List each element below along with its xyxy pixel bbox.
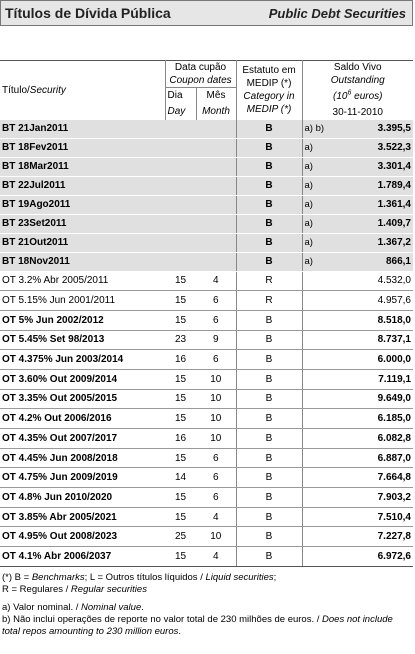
security-title: OT 5% Jun 2002/2012 [0, 310, 165, 330]
table-row [0, 527, 413, 547]
medip-status: B [236, 429, 302, 449]
medip-status: B [236, 547, 302, 567]
coupon-day: 16 [165, 350, 196, 370]
security-title: BT 21Out2011 [0, 233, 165, 252]
col-title: Título/Security [0, 61, 165, 120]
table-row [0, 310, 413, 330]
table-row [0, 271, 413, 291]
coupon-day: 15 [165, 291, 196, 311]
medip-status: B [236, 157, 302, 176]
outstanding-value: 1.367,2 [344, 233, 413, 252]
coupon-day: 15 [165, 448, 196, 468]
table-row [0, 547, 413, 567]
coupon-month: 9 [196, 330, 236, 350]
table-row [0, 157, 413, 176]
col-coupon: Data cupão Coupon dates [165, 61, 236, 88]
note-ref [302, 448, 344, 468]
coupon-day [165, 195, 196, 214]
security-title: BT 18Fev2011 [0, 138, 165, 157]
security-title: OT 3.60% Out 2009/2014 [0, 369, 165, 389]
medip-status: B [236, 468, 302, 488]
note-ref [302, 468, 344, 488]
coupon-month [196, 252, 236, 271]
coupon-day: 25 [165, 527, 196, 547]
note-ref [302, 409, 344, 429]
table-row [0, 176, 413, 195]
note-ref [302, 488, 344, 508]
medip-status: B [236, 369, 302, 389]
note-ref: a) b) [302, 120, 344, 139]
outstanding-value: 3.395,5 [344, 120, 413, 139]
legend-line-2: R = Regulares / Regular securities [2, 584, 147, 595]
outstanding-value: 6.887,0 [344, 448, 413, 468]
medip-status: R [236, 271, 302, 291]
legend-line-1: (*) B = Benchmarks; L = Outros títulos líquidos / Liquid securities; [2, 572, 277, 583]
coupon-day: 15 [165, 369, 196, 389]
coupon-day [165, 214, 196, 233]
outstanding-value: 6.000,0 [344, 350, 413, 370]
coupon-day [165, 252, 196, 271]
medip-status: B [236, 120, 302, 139]
coupon-day [165, 157, 196, 176]
outstanding-value: 7.510,4 [344, 507, 413, 527]
note-ref [302, 547, 344, 567]
coupon-month: 6 [196, 488, 236, 508]
table-row [0, 507, 413, 527]
security-title: BT 23Set2011 [0, 214, 165, 233]
coupon-day: 14 [165, 468, 196, 488]
note-ref [302, 350, 344, 370]
outstanding-value: 4.532,0 [344, 271, 413, 291]
note-a: a) Valor nominal. / Nominal value. [2, 602, 144, 613]
security-title: OT 4.2% Out 2006/2016 [0, 409, 165, 429]
note-ref [302, 310, 344, 330]
note-ref [302, 369, 344, 389]
table-row [0, 233, 413, 252]
medip-status: B [236, 389, 302, 409]
security-title: OT 4.375% Jun 2003/2014 [0, 350, 165, 370]
coupon-month: 4 [196, 507, 236, 527]
table-row [0, 488, 413, 508]
medip-status: B [236, 507, 302, 527]
table-row [0, 448, 413, 468]
security-title: BT 21Jan2011 [0, 120, 165, 139]
security-title: OT 4.95% Out 2008/2023 [0, 527, 165, 547]
note-ref: a) [302, 252, 344, 271]
coupon-month [196, 138, 236, 157]
note-ref [302, 429, 344, 449]
table-row [0, 291, 413, 311]
security-title: OT 4.45% Jun 2008/2018 [0, 448, 165, 468]
coupon-month: 10 [196, 429, 236, 449]
col-day: Dia [167, 90, 183, 102]
coupon-month: 10 [196, 389, 236, 409]
coupon-day: 15 [165, 507, 196, 527]
col-status: Estatuto em MEDIP (*) Category in MEDIP (*) [236, 61, 302, 120]
note-ref: a) [302, 138, 344, 157]
coupon-month: 4 [196, 271, 236, 291]
medip-status: R [236, 291, 302, 311]
security-title: OT 5.15% Jun 2001/2011 [0, 291, 165, 311]
note-ref [302, 527, 344, 547]
coupon-day [165, 138, 196, 157]
coupon-month: 4 [196, 547, 236, 567]
note-ref: a) [302, 176, 344, 195]
medip-status: B [236, 527, 302, 547]
outstanding-value: 3.301,4 [344, 157, 413, 176]
medip-status: B [236, 330, 302, 350]
security-title: OT 4.35% Out 2007/2017 [0, 429, 165, 449]
table-row [0, 214, 413, 233]
note-ref: a) [302, 195, 344, 214]
title-en: Public Debt Securities [268, 6, 406, 21]
outstanding-value: 1.409,7 [344, 214, 413, 233]
coupon-day: 15 [165, 488, 196, 508]
medip-status: B [236, 195, 302, 214]
medip-status: B [236, 214, 302, 233]
medip-status: B [236, 310, 302, 330]
coupon-month: 10 [196, 527, 236, 547]
coupon-month: 6 [196, 291, 236, 311]
note-ref [302, 271, 344, 291]
coupon-month [196, 120, 236, 139]
note-b: b) Não inclui operações de reporte no valor total de 230 milhões de euros. / Does not include total repos amounting to 230 million euros. [2, 614, 393, 637]
col-month: Mês [196, 88, 236, 104]
security-title: OT 5.45% Set 98/2013 [0, 330, 165, 350]
outstanding-value: 3.522,3 [344, 138, 413, 157]
outstanding-value: 4.957,6 [344, 291, 413, 311]
outstanding-value: 7.903,2 [344, 488, 413, 508]
title-pt: Títulos de Dívida Pública [5, 5, 171, 21]
table-row [0, 252, 413, 271]
col-balance: Saldo Vivo Outstanding ($10^6$ euros) 30-11-2010 [302, 61, 413, 120]
table-row [0, 138, 413, 157]
outstanding-value: 866,1 [344, 252, 413, 271]
coupon-month: 6 [196, 350, 236, 370]
table-row [0, 195, 413, 214]
coupon-month [196, 214, 236, 233]
outstanding-value: 1.789,4 [344, 176, 413, 195]
note-ref: a) [302, 214, 344, 233]
coupon-month [196, 195, 236, 214]
table-row [0, 120, 413, 139]
coupon-month [196, 233, 236, 252]
note-ref [302, 330, 344, 350]
security-title: OT 3.85% Abr 2005/2021 [0, 507, 165, 527]
coupon-day: 15 [165, 389, 196, 409]
securities-table: Título/Security Data cupão Coupon dates Estatuto em MEDIP (*) Category in MEDIP (*) Saldo Vivo Outstanding ($10^6$ euros) 30-11-2010 Dia Mês Day Month BT 21Jan2011 B a) b) 3.395,5 BT 18Fev2011 B a) 3.522,3 BT 18Mar2011 B a) 3.301,4 BT 22Jul2011 B a) 1.789,4 BT 19Ago2011 B a) 1.361,4 BT 23Set2011 B a) 1.409,7 BT 21Out2011 B a) 1.367,2 BT 18Nov2011 B a) 866,1 OT 3.2% Abr 2005/2011 15 4 R 4.532,0 OT 5.15% Jun 2001/2011 15 6 R 4.957,6 OT 5% Jun 2002/2012 15 6 B 8.518,0 OT 5.45% Set 98/2013 23 9 B 8.737,1 OT 4.375% Jun 2003/2014 16 6 B 6.000,0 OT 3.60% Out 2009/2014 15 10 B 7.119,1 OT 3.35% Out 2005/2015 15 10 B 9.649,0 OT 4.2% Out 2006/2016 15 10 B 6.185,0 OT 4.35% Out 2007/2017 16 10 B 6.082,8 OT 4.45% Jun 2008/2018 15 6 B 6.887,0 OT 4.75% Jun 2009/2019 14 6 B 7.664,8 OT 4.8% Jun 2010/2020 15 6 B 7.903,2 OT 3.85% Abr 2005/2021 15 4 B 7.510,4 OT 4.95% Out 2008/2023 25 10 B 7.227,8 OT 4.1% Abr 2006/2037 15 4 B 6.972,6 [0, 60, 413, 567]
outstanding-value: 7.119,1 [344, 369, 413, 389]
security-title: OT 4.8% Jun 2010/2020 [0, 488, 165, 508]
security-title: OT 4.75% Jun 2009/2019 [0, 468, 165, 488]
coupon-day: 16 [165, 429, 196, 449]
coupon-month: 10 [196, 369, 236, 389]
coupon-day: 23 [165, 330, 196, 350]
medip-status: B [236, 488, 302, 508]
medip-status: B [236, 448, 302, 468]
coupon-day [165, 176, 196, 195]
outstanding-value: 1.361,4 [344, 195, 413, 214]
coupon-month [196, 176, 236, 195]
footnotes [2, 572, 412, 638]
medip-status: B [236, 176, 302, 195]
outstanding-value: 7.227,8 [344, 527, 413, 547]
outstanding-value: 6.082,8 [344, 429, 413, 449]
coupon-day: 15 [165, 547, 196, 567]
note-ref: a) [302, 233, 344, 252]
medip-status: B [236, 233, 302, 252]
coupon-day: 15 [165, 271, 196, 291]
title-bar [0, 0, 413, 26]
medip-status: B [236, 409, 302, 429]
note-ref: a) [302, 157, 344, 176]
note-ref [302, 291, 344, 311]
table-row [0, 429, 413, 449]
coupon-month: 10 [196, 409, 236, 429]
coupon-day: 15 [165, 310, 196, 330]
security-title: OT 3.35% Out 2005/2015 [0, 389, 165, 409]
table-row [0, 389, 413, 409]
security-title: BT 22Jul2011 [0, 176, 165, 195]
table-row [0, 350, 413, 370]
outstanding-value: 7.664,8 [344, 468, 413, 488]
outstanding-value: 6.185,0 [344, 409, 413, 429]
security-title: OT 4.1% Abr 2006/2037 [0, 547, 165, 567]
table-row [0, 369, 413, 389]
outstanding-value: 8.737,1 [344, 330, 413, 350]
coupon-month: 6 [196, 448, 236, 468]
table-row [0, 468, 413, 488]
note-ref [302, 507, 344, 527]
medip-status: B [236, 350, 302, 370]
security-title: BT 18Mar2011 [0, 157, 165, 176]
medip-status: B [236, 138, 302, 157]
security-title: BT 18Nov2011 [0, 252, 165, 271]
coupon-day [165, 120, 196, 139]
table-row [0, 409, 413, 429]
note-ref [302, 389, 344, 409]
coupon-month [196, 157, 236, 176]
coupon-month: 6 [196, 310, 236, 330]
coupon-day [165, 233, 196, 252]
security-title: OT 3.2% Abr 2005/2011 [0, 271, 165, 291]
coupon-month: 6 [196, 468, 236, 488]
outstanding-value: 9.649,0 [344, 389, 413, 409]
security-title: BT 19Ago2011 [0, 195, 165, 214]
table-row [0, 330, 413, 350]
outstanding-value: 8.518,0 [344, 310, 413, 330]
medip-status: B [236, 252, 302, 271]
outstanding-value: 6.972,6 [344, 547, 413, 567]
coupon-day: 15 [165, 409, 196, 429]
